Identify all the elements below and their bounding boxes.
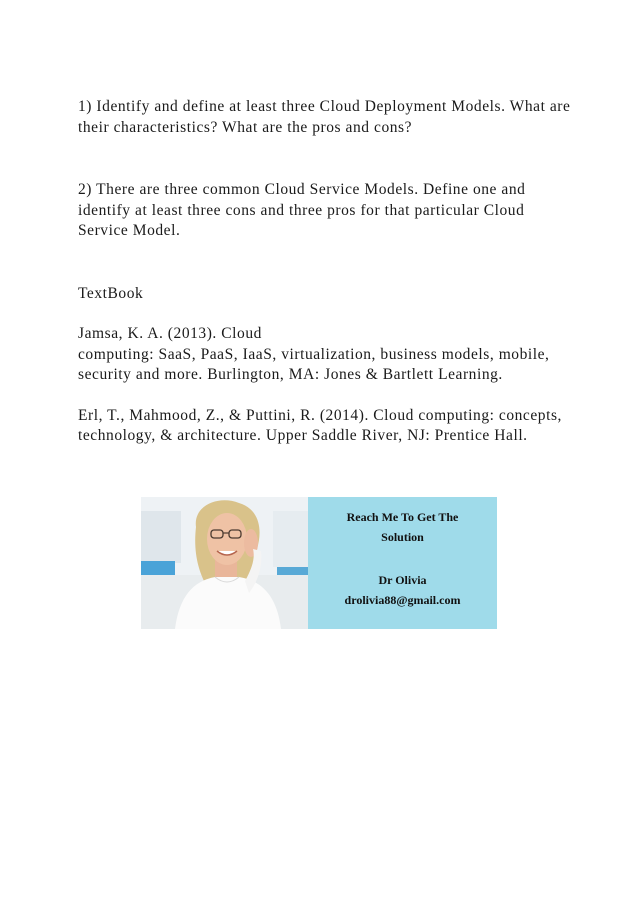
woman-photo: [141, 497, 308, 629]
reference-1: [78, 324, 578, 386]
textbook-heading: TextBook: [78, 284, 144, 302]
reference-2: Erl, T., Mahmood, Z., & Puttini, R. (2014). Cloud computing: concepts, technology, & architecture. Upper Saddle River, NJ: Prentice Hall.: [78, 406, 562, 444]
reference-1-line-2: computing: SaaS, PaaS, IaaS, virtualization, business models, mobile, security and more. Burlington, MA: Jones & Bartlett Learning.: [78, 345, 550, 383]
banner-line-1: Reach Me To Get The: [346, 510, 459, 524]
question-1: 1) Identify and define at least three Cloud Deployment Models. What are their characteristics? What are the pros and cons?: [78, 98, 571, 136]
contact-name: Dr Olivia: [378, 573, 427, 587]
reference-1-line-1: Jamsa, K. A. (2013). Cloud: [78, 325, 262, 342]
contact-email: drolivia88@gmail.com: [344, 593, 461, 607]
question-2: 2) There are three common Cloud Service Models. Define one and identify at least three cons and three pros for that particular Cloud Service Model.: [78, 181, 526, 239]
woman-photo-illustration: [141, 497, 308, 629]
contact-banner: [141, 497, 497, 629]
document-body: [78, 97, 578, 447]
contact-info-panel: [308, 497, 497, 629]
banner-line-2: Solution: [381, 530, 424, 544]
